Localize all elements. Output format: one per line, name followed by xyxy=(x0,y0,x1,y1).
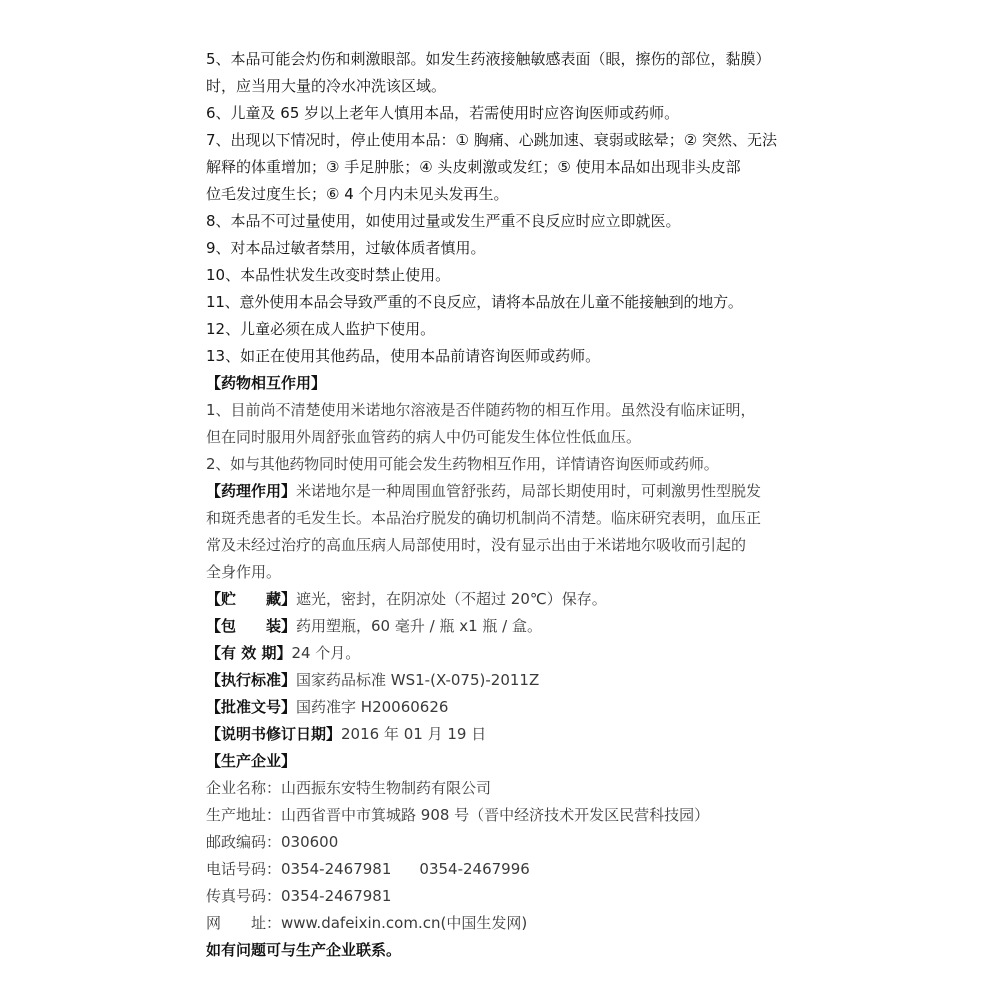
pharmacology-line-3: 常及未经过治疗的高血压病人局部使用时，没有显示出由于米诺地尔吸收而引起的 xyxy=(206,536,747,554)
warning-7-line-2: 解释的体重增加；③ 手足肿胀；④ 头皮刺激或发红；⑤ 使用本品如出现非头皮部 xyxy=(206,158,741,176)
interactions-line-3: 2、如与其他药物同时使用可能会发生药物相互作用，详情请咨询医师或药师。 xyxy=(206,455,719,473)
warning-5-line-2: 时，应当用大量的冷水冲洗该区域。 xyxy=(206,77,447,95)
interactions-line-2: 但在同时服用外周舒张血管药的病人中仍可能发生体位性低血压。 xyxy=(206,428,642,446)
pharmacology-line-1 xyxy=(206,478,806,505)
field-approval-number xyxy=(206,694,806,721)
field-revision-date xyxy=(206,721,806,748)
field-shelf-life-label: 【有 效 期】 xyxy=(206,644,292,662)
field-standard-value: 国家药品标准 WS1-(X-075)-2011Z xyxy=(296,671,540,689)
manufacturer-heading: 【生产企业】 xyxy=(206,752,297,770)
footer-contact-note: 如有问题可与生产企业联系。 xyxy=(206,941,402,959)
field-packaging-value: 药用塑瓶，60 毫升 / 瓶 x1 瓶 / 盒。 xyxy=(296,617,543,635)
manufacturer-postcode: 邮政编码：030600 xyxy=(206,833,339,851)
field-storage-label: 【贮 藏】 xyxy=(206,590,297,608)
field-standard xyxy=(206,667,806,694)
manufacturer-phone-line xyxy=(206,856,806,883)
warning-13: 13、如正在使用其他药品，使用本品前请咨询医师或药师。 xyxy=(206,347,601,365)
pharmacology-heading: 【药理作用】 xyxy=(206,482,297,500)
manufacturer-phone-2: 0354-2467996 xyxy=(419,860,530,878)
drug-insert-text xyxy=(206,46,806,964)
interactions-heading: 【药物相互作用】 xyxy=(206,374,327,392)
field-shelf-life xyxy=(206,640,806,667)
warning-10: 10、本品性状发生改变时禁止使用。 xyxy=(206,266,451,284)
manufacturer-name: 企业名称：山西振东安特生物制药有限公司 xyxy=(206,779,492,797)
field-revision-date-value: 2016 年 01 月 19 日 xyxy=(341,725,487,743)
interactions-line-1: 1、目前尚不清楚使用米诺地尔溶液是否伴随药物的相互作用。虽然没有临床证明， xyxy=(206,401,756,419)
pharmacology-text-1: 米诺地尔是一种周围血管舒张药，局部长期使用时，可刺激男性型脱发 xyxy=(296,482,762,500)
field-approval-number-value: 国药准字 H20060626 xyxy=(296,698,449,716)
field-packaging-label: 【包 装】 xyxy=(206,617,297,635)
field-approval-number-label: 【批准文号】 xyxy=(206,698,297,716)
field-shelf-life-value: 24 个月。 xyxy=(291,644,361,662)
pharmacology-line-2: 和斑秃患者的毛发生长。本品治疗脱发的确切机制尚不清楚。临床研究表明，血压正 xyxy=(206,509,762,527)
warning-7-line-1: 7、出现以下情况时，停止使用本品：① 胸痛、心跳加速、衰弱或眩晕；② 突然、无法 xyxy=(206,131,777,149)
field-storage xyxy=(206,586,806,613)
field-packaging xyxy=(206,613,806,640)
warning-9: 9、对本品过敏者禁用，过敏体质者慎用。 xyxy=(206,239,486,257)
manufacturer-fax: 传真号码：0354-2467981 xyxy=(206,887,392,905)
manufacturer-website: 网 址：www.dafeixin.com.cn(中国生发网) xyxy=(206,914,528,932)
manufacturer-phone: 电话号码：0354-2467981 xyxy=(206,860,392,878)
manufacturer-address: 生产地址：山西省晋中市箕城路 908 号（晋中经济技术开发区民营科技园） xyxy=(206,806,710,824)
warning-12: 12、儿童必须在成人监护下使用。 xyxy=(206,320,436,338)
pharmacology-line-4: 全身作用。 xyxy=(206,563,282,581)
field-revision-date-label: 【说明书修订日期】 xyxy=(206,725,342,743)
warning-11: 11、意外使用本品会导致严重的不良反应，请将本品放在儿童不能接触到的地方。 xyxy=(206,293,743,311)
warning-8: 8、本品不可过量使用，如使用过量或发生严重不良反应时应立即就医。 xyxy=(206,212,681,230)
field-standard-label: 【执行标准】 xyxy=(206,671,297,689)
warning-6: 6、儿童及 65 岁以上老年人慎用本品，若需使用时应咨询医师或药师。 xyxy=(206,104,680,122)
warning-5-line-1: 5、本品可能会灼伤和刺激眼部。如发生药液接触敏感表面（眼，擦伤的部位，黏膜） xyxy=(206,50,771,68)
warning-7-line-3: 位毛发过度生长；⑥ 4 个月内未见头发再生。 xyxy=(206,185,509,203)
field-storage-value: 遮光，密封，在阴凉处（不超过 20℃）保存。 xyxy=(296,590,607,608)
